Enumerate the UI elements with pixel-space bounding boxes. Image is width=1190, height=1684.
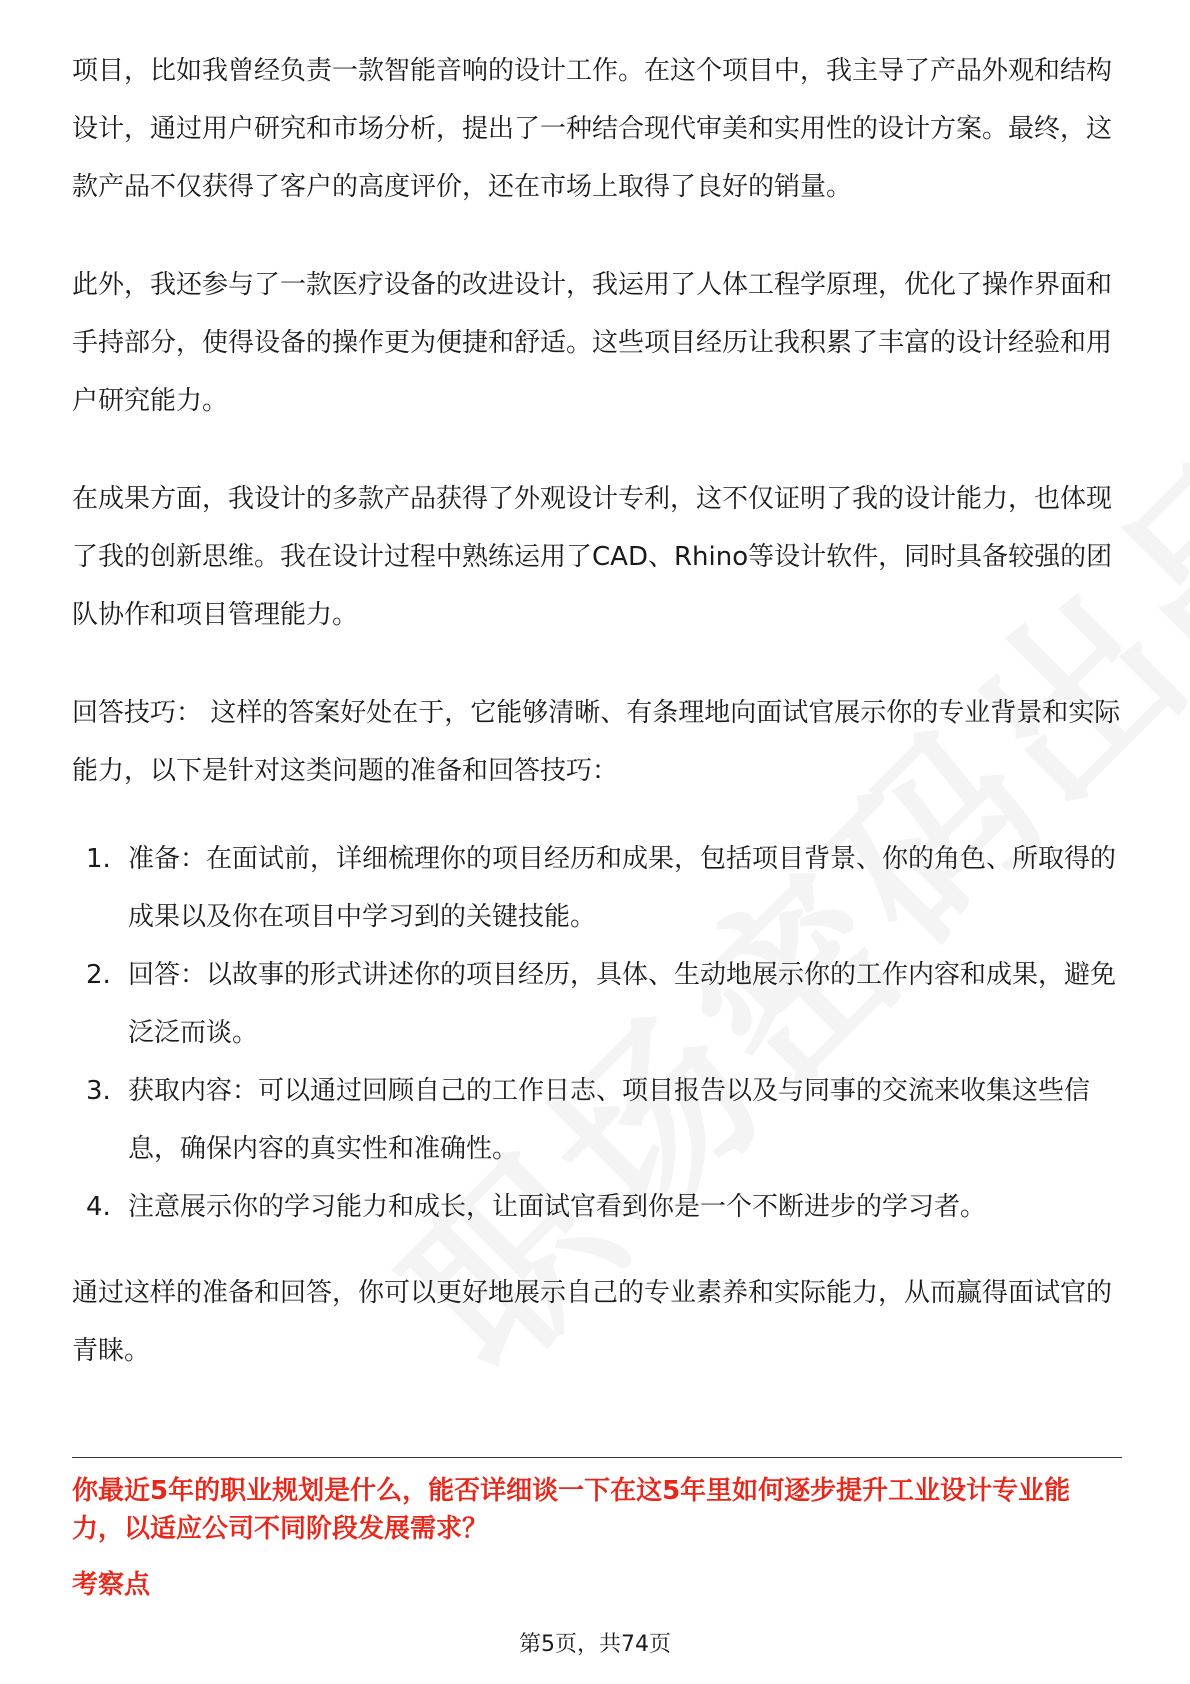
section-subheading: 考察点 bbox=[72, 1570, 151, 1600]
main-content bbox=[72, 42, 1122, 1420]
closing-paragraph: 通过这样的准备和回答，你可以更好地展示自己的专业素养和实际能力，从而赢得面试官的青睐。 bbox=[72, 1278, 1113, 1366]
list-text: 获取内容：可以通过回顾自己的工作日志、项目报告以及与同事的交流来收集这些信息，确保内容的真实性和准确性。 bbox=[128, 1076, 1091, 1164]
list-text: 注意展示你的学习能力和成长，让面试官看到你是一个不断进步的学习者。 bbox=[128, 1192, 987, 1222]
page-number: 第5页，共74页 bbox=[519, 1632, 671, 1657]
paragraph-project-experience: 项目，比如我曾经负责一款智能音响的设计工作。在这个项目中，我主导了产品外观和结构设计，通过用户研究和市场分析，提出了一种结合现代审美和实用性的设计方案。最终，这款产品不仅获得了客户的高度评价，还在市场上取得了良好的销量。 bbox=[72, 56, 1113, 202]
paragraph-achievements: 在成果方面，我设计的多款产品获得了外观设计专利，这不仅证明了我的设计能力，也体现了我的创新思维。我在设计过程中熟练运用了CAD、Rhino等设计软件，同时具备较强的团队协作和项目管理能力。 bbox=[72, 484, 1113, 630]
list-text: 回答：以故事的形式讲述你的项目经历，具体、生动地展示你的工作内容和成果，避免泛泛而谈。 bbox=[128, 960, 1117, 1048]
list-item bbox=[72, 1062, 1122, 1178]
list-text: 准备：在面试前，详细梳理你的项目经历和成果，包括项目背景、你的角色、所取得的成果以及你在项目中学习到的关键技能。 bbox=[128, 844, 1117, 932]
list-item bbox=[72, 830, 1122, 946]
paragraph-medical-device: 此外，我还参与了一款医疗设备的改进设计，我运用了人体工程学原理，优化了操作界面和手持部分，使得设备的操作更为便捷和舒适。这些项目经历让我积累了丰富的设计经验和用户研究能力。 bbox=[72, 270, 1113, 416]
list-number: 3. bbox=[86, 1076, 111, 1106]
list-number: 4. bbox=[86, 1192, 111, 1222]
list-item bbox=[72, 946, 1122, 1062]
list-number: 1. bbox=[86, 844, 111, 874]
tips-list bbox=[72, 830, 1122, 1236]
answer-tips: 回答技巧： 这样的答案好处在于，它能够清晰、有条理地向面试官展示你的专业背景和实际能力，以下是针对这类问题的准备和回答技巧： bbox=[72, 698, 1121, 786]
list-number: 2. bbox=[86, 960, 111, 990]
section-divider bbox=[72, 1457, 1122, 1458]
list-item bbox=[72, 1178, 1122, 1236]
interview-question: 你最近5年的职业规划是什么，能否详细谈一下在这5年里如何逐步提升工业设计专业能力，以适应公司不同阶段发展需求？ bbox=[72, 1476, 1071, 1544]
